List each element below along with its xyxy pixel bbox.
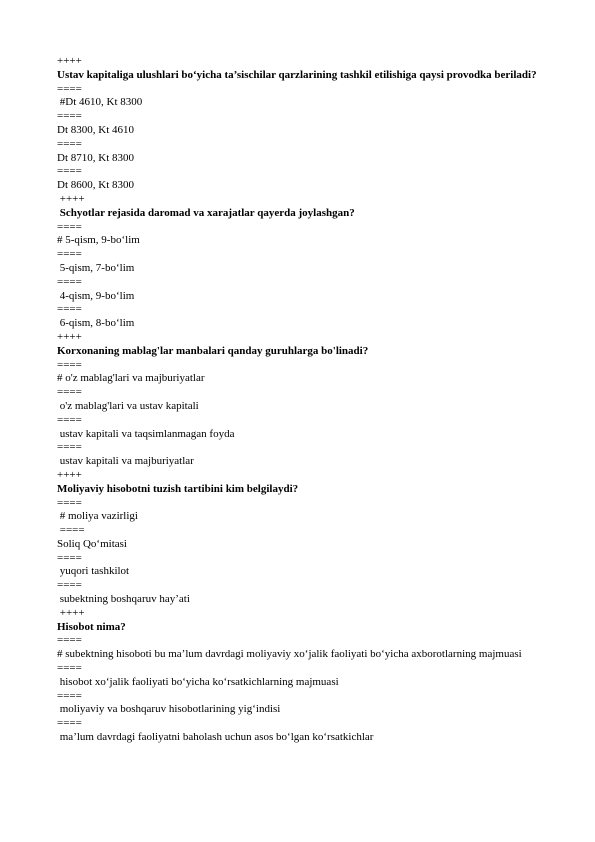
separator-marker: ====	[57, 634, 82, 647]
question-text: Korxonaning mablag'lar manbalari qanday guruhlarga bo'linadi?	[57, 344, 369, 357]
answer-option: # o'z mablag'lari va majburiyatlar	[57, 372, 205, 385]
answer-option: ustav kapitali va majburiyatlar	[57, 455, 194, 468]
question-text: Moliyaviy hisobotni tuzish tartibini kim belgilaydi?	[57, 482, 299, 495]
separator-marker: ====	[57, 248, 82, 261]
separator-marker: ====	[57, 441, 82, 454]
answer-option: Dt 8300, Kt 4610	[57, 123, 134, 136]
separator-marker: ====	[57, 662, 82, 675]
separator-marker: ====	[57, 717, 82, 730]
separator-marker: ====	[57, 386, 82, 399]
separator-marker: ====	[57, 275, 82, 288]
answer-option: # 5-qism, 9-bo‘lim	[57, 234, 140, 247]
answer-option: subektning boshqaruv hay’ati	[57, 593, 190, 606]
answer-option: o'z mablag'lari va ustav kapitali	[57, 399, 199, 412]
answer-option: 5-qism, 7-bo‘lim	[57, 261, 135, 274]
separator-marker: ====	[57, 137, 82, 150]
answer-option: yuqori tashkilot	[57, 565, 130, 578]
separator-marker: ++++	[57, 468, 82, 481]
separator-marker: ====	[57, 82, 82, 95]
answer-option: moliyaviy va boshqaruv hisobotlarining yig‘indisi	[57, 703, 281, 716]
separator-marker: ++++	[57, 606, 85, 619]
separator-marker: ====	[57, 358, 82, 371]
separator-marker: ====	[57, 579, 82, 592]
separator-marker: ++++	[57, 192, 85, 205]
separator-marker: ====	[57, 165, 82, 178]
answer-option: 4-qism, 9-bo‘lim	[57, 289, 135, 302]
question-text: Schyotlar rejasida daromad va xarajatlar qayerda joylashgan?	[57, 206, 355, 219]
answer-option: ustav kapitali va taqsimlanmagan foyda	[57, 427, 235, 440]
answer-option: Dt 8710, Kt 8300	[57, 151, 134, 164]
question-text: Hisobot nima?	[57, 620, 126, 633]
question-text: Ustav kapitaliga ulushlari bo‘yicha ta’sischilar qarzlarining tashkil etilishiga qaysi provodka beriladi?	[57, 68, 537, 81]
separator-marker: ====	[57, 413, 82, 426]
separator-marker: ====	[57, 551, 82, 564]
test-document	[57, 55, 557, 745]
separator-marker: ====	[57, 110, 82, 123]
separator-marker: ++++	[57, 55, 82, 67]
answer-option: Soliq Qo‘mitasi	[57, 537, 127, 550]
answer-option: Dt 8600, Kt 8300	[57, 179, 134, 192]
separator-marker: ====	[57, 303, 82, 316]
separator-marker: ====	[57, 220, 82, 233]
answer-option: # subektning hisoboti bu ma’lum davrdagi moliyaviy xo‘jalik faoliyati bo‘yicha axborotlarning majmuasi	[57, 648, 522, 661]
separator-marker: ====	[57, 496, 82, 509]
answer-option: ma’lum davrdagi faoliyatni baholash uchun asos bo‘lgan ko‘rsatkichlar	[57, 731, 374, 744]
separator-marker: ====	[57, 689, 82, 702]
answer-option: hisobot xo‘jalik faoliyati bo‘yicha ko‘rsatkichlarning majmuasi	[57, 675, 339, 688]
separator-marker: ====	[57, 524, 85, 537]
answer-option: 6-qism, 8-bo‘lim	[57, 317, 135, 330]
answer-option: # moliya vazirligi	[57, 510, 138, 523]
separator-marker: ++++	[57, 330, 82, 343]
answer-option: #Dt 4610, Kt 8300	[57, 96, 143, 109]
